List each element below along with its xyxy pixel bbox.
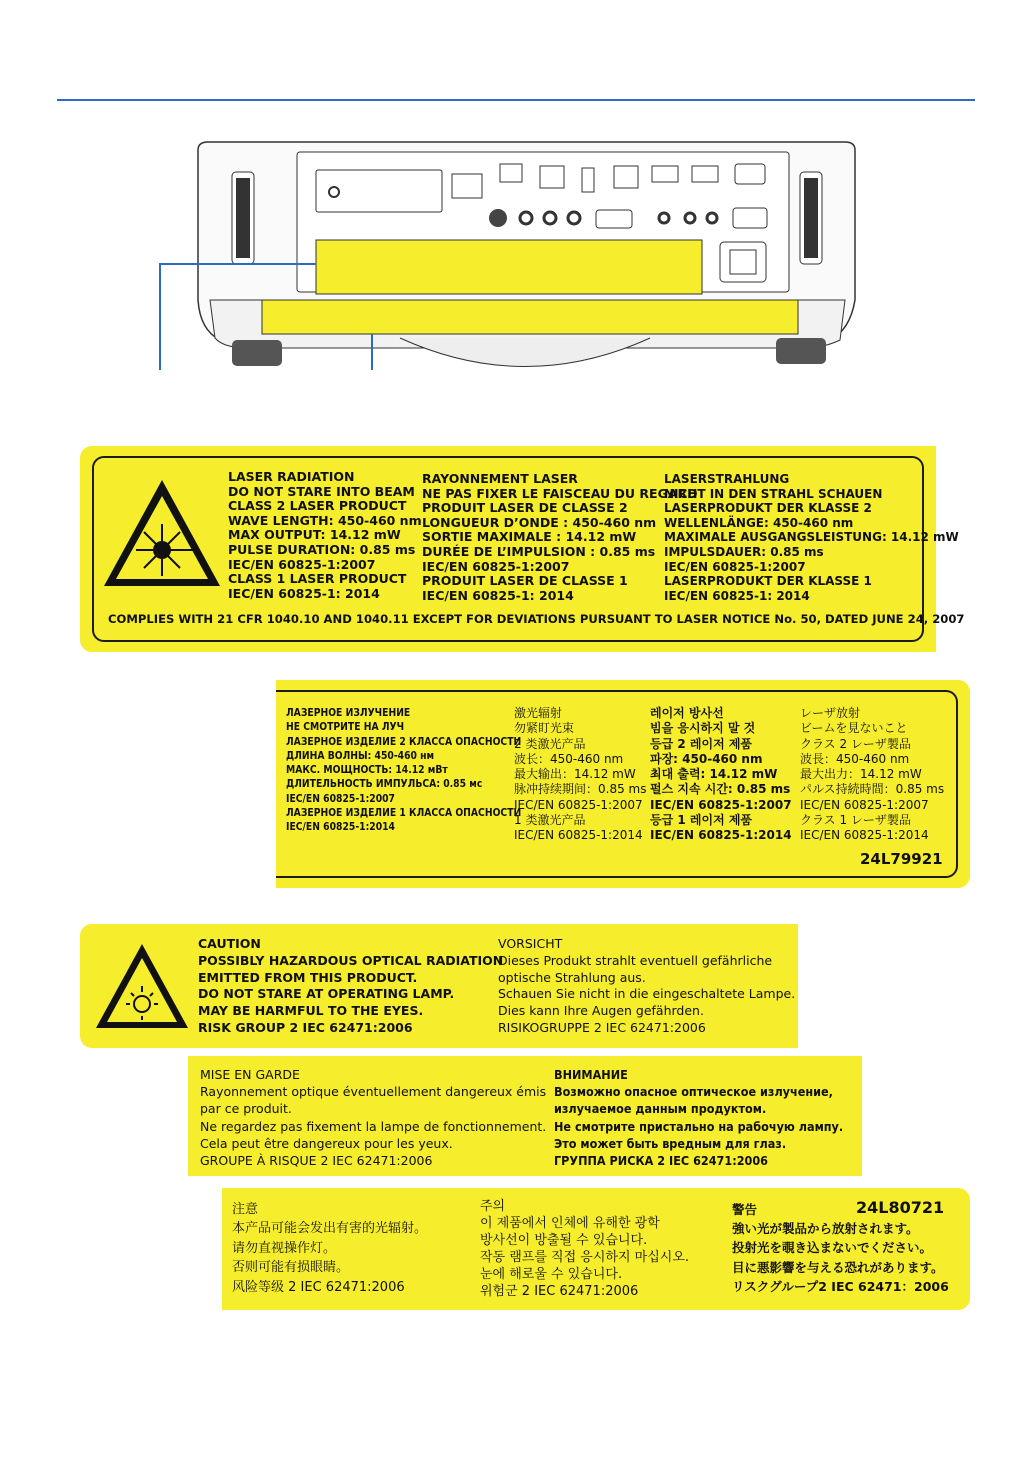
lamp-fr-line: Cela peut être dangereux pour les yeux. <box>200 1135 453 1151</box>
laser-label-ru-zh-ko-ja <box>276 680 970 888</box>
laser-zh-line: 2 类激光产品 <box>514 736 586 751</box>
label-code: 24L79921 <box>860 850 943 868</box>
lamp-caution-label-fr-ru <box>188 1056 862 1176</box>
lamp-zh-line: 否则可能有损眼睛。 <box>232 1260 350 1276</box>
laser-de-line: IMPULSDAUER: 0.85 ms <box>664 544 824 559</box>
laser-ko-line: 등급 2 레이저 제품 <box>650 736 753 751</box>
laser-ko-line: 레이저 방사선 <box>650 706 724 720</box>
laser-fr-line: IEC/EN 60825-1:2007 <box>422 558 570 574</box>
laser-fr-line: IEC/EN 60825-1: 2014 <box>422 587 574 603</box>
lamp-ko-line: 위험군 2 IEC 62471:2006 <box>480 1284 639 1299</box>
laser-ko-line: 등급 1 레이저 제품 <box>650 813 753 828</box>
label-code: 24L80721 <box>856 1198 945 1217</box>
complies-statement: COMPLIES WITH 21 CFR 1040.10 AND 1040.11 EXCEPT FOR DEVIATIONS PURSUANT TO LASER NOTICE No. 50, DATED JUNE 24, 2007 <box>108 612 965 626</box>
laser-ko-line: 빔을 응시하지 말 것 <box>650 721 756 736</box>
laser-ru-line: МАКС. МОЩНОСТЬ: 14.12 мВт <box>286 763 448 777</box>
laser-fr-line: SORTIE MAXIMALE : 14.12 mW <box>422 529 637 545</box>
laser-de-line: IEC/EN 60825-1: 2014 <box>664 588 810 603</box>
laser-en-line: IEC/EN 60825-1: 2014 <box>228 585 380 601</box>
laser-ru-line: ЛАЗЕРНОЕ ИЗДЕЛИЕ 1 КЛАССА ОПАСНОСТИ <box>286 806 522 820</box>
laser-zh-line: 最大输出：14.12 mW <box>514 767 636 782</box>
laser-ko-line: IEC/EN 60825-1:2007 <box>650 797 792 812</box>
projector-rear-illustration <box>0 0 1032 380</box>
lamp-en-line: DO NOT STARE AT OPERATING LAMP. <box>198 986 455 1002</box>
laser-fr-line: DURÉE DE L’IMPULSION : 0.85 ms <box>422 543 656 559</box>
lamp-caution-label-zh-ko-ja <box>222 1188 970 1310</box>
laser-ja-line: レーザ放射 <box>800 706 861 720</box>
laser-de-line: NICHT IN DEN STRAHL SCHAUEN <box>664 486 883 501</box>
laser-fr-line: PRODUIT LASER DE CLASSE 2 <box>422 500 628 516</box>
lamp-ko-line: 눈에 해로울 수 있습니다. <box>480 1267 623 1282</box>
lamp-fr-line: MISE EN GARDE <box>200 1067 300 1082</box>
lamp-de-line: optische Strahlung aus. <box>498 969 646 985</box>
lamp-ja-line: 警告 <box>732 1202 758 1217</box>
lamp-caution-label-en-de <box>80 924 798 1048</box>
laser-en-line: PULSE DURATION: 0.85 ms <box>228 541 416 557</box>
lamp-en-line: RISK GROUP 2 IEC 62471:2006 <box>198 1019 413 1035</box>
laser-zh-line: 脉冲持续期间：0.85 ms <box>514 782 647 797</box>
laser-ru-line: IEC/EN 60825-1:2007 <box>286 791 395 805</box>
laser-label-en-fr-de <box>80 446 965 652</box>
laser-en-line: MAX OUTPUT: 14.12 mW <box>228 527 401 543</box>
lamp-de-line: Dieses Produkt strahlt eventuell gefährliche <box>498 952 773 968</box>
laser-ja-line: 最大出力：14.12 mW <box>800 767 922 782</box>
laser-fr-line: NE PAS FIXER LE FAISCEAU DU REGARD <box>422 485 698 501</box>
laser-en-line: IEC/EN 60825-1:2007 <box>228 556 376 572</box>
lamp-zh-line: 风险等级 2 IEC 62471:2006 <box>232 1279 405 1295</box>
laser-de-line: MAXIMALE AUSGANGSLEISTUNG: 14.12 mW <box>664 530 959 545</box>
laser-en-line: CLASS 2 LASER PRODUCT <box>228 498 407 514</box>
lamp-ja-line: リスクグループ2 IEC 62471：2006 <box>732 1278 949 1294</box>
laser-ru-line: НЕ СМОТРИТЕ НА ЛУЧ <box>286 720 405 734</box>
laser-ja-line: クラス 1 レーザ製品 <box>800 813 911 828</box>
laser-ru-line: ДЛИТЕЛЬНОСТЬ ИМПУЛЬСА: 0.85 мс <box>286 777 483 791</box>
laser-de-line: LASERSTRAHLUNG <box>664 472 790 486</box>
laser-en-line: WAVE LENGTH: 450-460 nm <box>228 512 422 528</box>
lamp-en-line: CAUTION <box>198 936 261 951</box>
lamp-zh-line: 请勿直视操作灯。 <box>232 1240 337 1256</box>
laser-ru-line: ЛАЗЕРНОЕ ИЗЛУЧЕНИЕ <box>286 706 411 719</box>
laser-de-line: WELLENLÄNGE: 450-460 nm <box>664 515 854 530</box>
lamp-ko-line: 주의 <box>480 1199 506 1214</box>
lamp-en-line: EMITTED FROM THIS PRODUCT. <box>198 969 418 985</box>
lamp-de-line: RISIKOGRUPPE 2 IEC 62471:2006 <box>498 1019 706 1035</box>
lamp-ru-line: излучаемое данным продуктом. <box>554 1101 767 1117</box>
laser-zh-line: 波长：450-460 nm <box>514 751 624 766</box>
laser-ja-line: パルス持続時間：0.85 ms <box>800 782 945 797</box>
lamp-de-line: Schauen Sie nicht in die eingeschaltete Lampe. <box>498 986 796 1002</box>
laser-ja-line: IEC/EN 60825-1:2007 <box>800 797 929 812</box>
laser-ru-line: IEC/EN 60825-1:2014 <box>286 820 395 834</box>
lamp-ru-line: Возможно опасное оптическое излучение, <box>554 1084 833 1100</box>
lamp-ru-line: ВНИМАНИЕ <box>554 1067 628 1082</box>
laser-ja-line: ビームを見ないこと <box>800 721 908 736</box>
lamp-fr-line: par ce produit. <box>200 1101 292 1117</box>
laser-fr-line: RAYONNEMENT LASER <box>422 471 578 486</box>
lamp-fr-line: Rayonnement optique éventuellement dangereux émis <box>200 1084 547 1100</box>
laser-fr-line: LONGUEUR D’ONDE : 450-460 nm <box>422 514 657 530</box>
lamp-ja-line: 強い光が製品から放射されます。 <box>732 1221 919 1237</box>
lamp-ko-line: 작동 램프를 직접 응시하지 마십시오. <box>480 1250 690 1265</box>
laser-en-line: LASER RADIATION <box>228 469 355 484</box>
laser-ko-line: 파장: 450-460 nm <box>650 751 763 766</box>
laser-ja-line: IEC/EN 60825-1:2014 <box>800 828 929 843</box>
laser-ko-line: IEC/EN 60825-1:2014 <box>650 828 792 843</box>
lamp-zh-line: 注意 <box>232 1202 259 1217</box>
lamp-ru-line: Это может быть вредным для глаз. <box>554 1135 787 1151</box>
lamp-fr-line: Ne regardez pas fixement la lampe de fonctionnement. <box>200 1118 547 1134</box>
laser-zh-line: 激光辐射 <box>514 706 563 720</box>
laser-de-line: IEC/EN 60825-1:2007 <box>664 559 806 574</box>
laser-ru-line: ЛАЗЕРНОЕ ИЗДЕЛИЕ 2 КЛАССА ОПАСНОСТИ <box>286 734 522 748</box>
lamp-de-line: VORSICHT <box>498 936 563 951</box>
laser-zh-line: IEC/EN 60825-1:2007 <box>514 797 643 812</box>
laser-zh-line: 勿紧盯光束 <box>514 721 575 736</box>
lamp-en-line: MAY BE HARMFUL TO THE EYES. <box>198 1003 424 1019</box>
laser-ru-line: ДЛИНА ВОЛНЫ: 450-460 нм <box>286 748 435 762</box>
laser-ko-line: 펄스 지속 시간: 0.85 ms <box>650 782 791 797</box>
lamp-ru-line: ГРУППА РИСКА 2 IEC 62471:2006 <box>554 1153 769 1169</box>
laser-zh-line: IEC/EN 60825-1:2014 <box>514 828 643 843</box>
laser-en-line: CLASS 1 LASER PRODUCT <box>228 571 407 587</box>
lamp-ja-line: 投射光を覗き込まないでください。 <box>732 1240 933 1256</box>
lamp-ru-line: Не смотрите пристально на рабочую лампу. <box>554 1118 844 1134</box>
lamp-ja-line: 目に悪影響を与える恐れがあります。 <box>732 1259 944 1275</box>
laser-ja-line: クラス 2 レーザ製品 <box>800 736 911 751</box>
lamp-en-line: POSSIBLY HAZARDOUS OPTICAL RADIATION <box>198 952 504 968</box>
lamp-de-line: Dies kann Ihre Augen gefährden. <box>498 1003 704 1019</box>
laser-warning-icon <box>100 476 224 592</box>
laser-de-line: LASERPRODUKT DER KLASSE 2 <box>664 501 872 516</box>
laser-ja-line: 波長：450-460 nm <box>800 751 910 766</box>
lamp-ko-line: 방사선이 방출될 수 있습니다. <box>480 1233 648 1248</box>
lamp-ko-line: 이 제품에서 인체에 유해한 광학 <box>480 1216 660 1231</box>
laser-zh-line: 1 类激光产品 <box>514 813 586 828</box>
laser-de-line: LASERPRODUKT DER KLASSE 1 <box>664 574 872 589</box>
laser-fr-line: PRODUIT LASER DE CLASSE 1 <box>422 573 628 589</box>
lamp-hazard-icon <box>92 940 192 1034</box>
lamp-fr-line: GROUPE À RISQUE 2 IEC 62471:2006 <box>200 1153 433 1169</box>
laser-en-line: DO NOT STARE INTO BEAM <box>228 483 415 499</box>
laser-ko-line: 최대 출력: 14.12 mW <box>650 767 778 782</box>
lamp-zh-line: 本产品可能会发出有害的光辐射。 <box>232 1221 428 1237</box>
